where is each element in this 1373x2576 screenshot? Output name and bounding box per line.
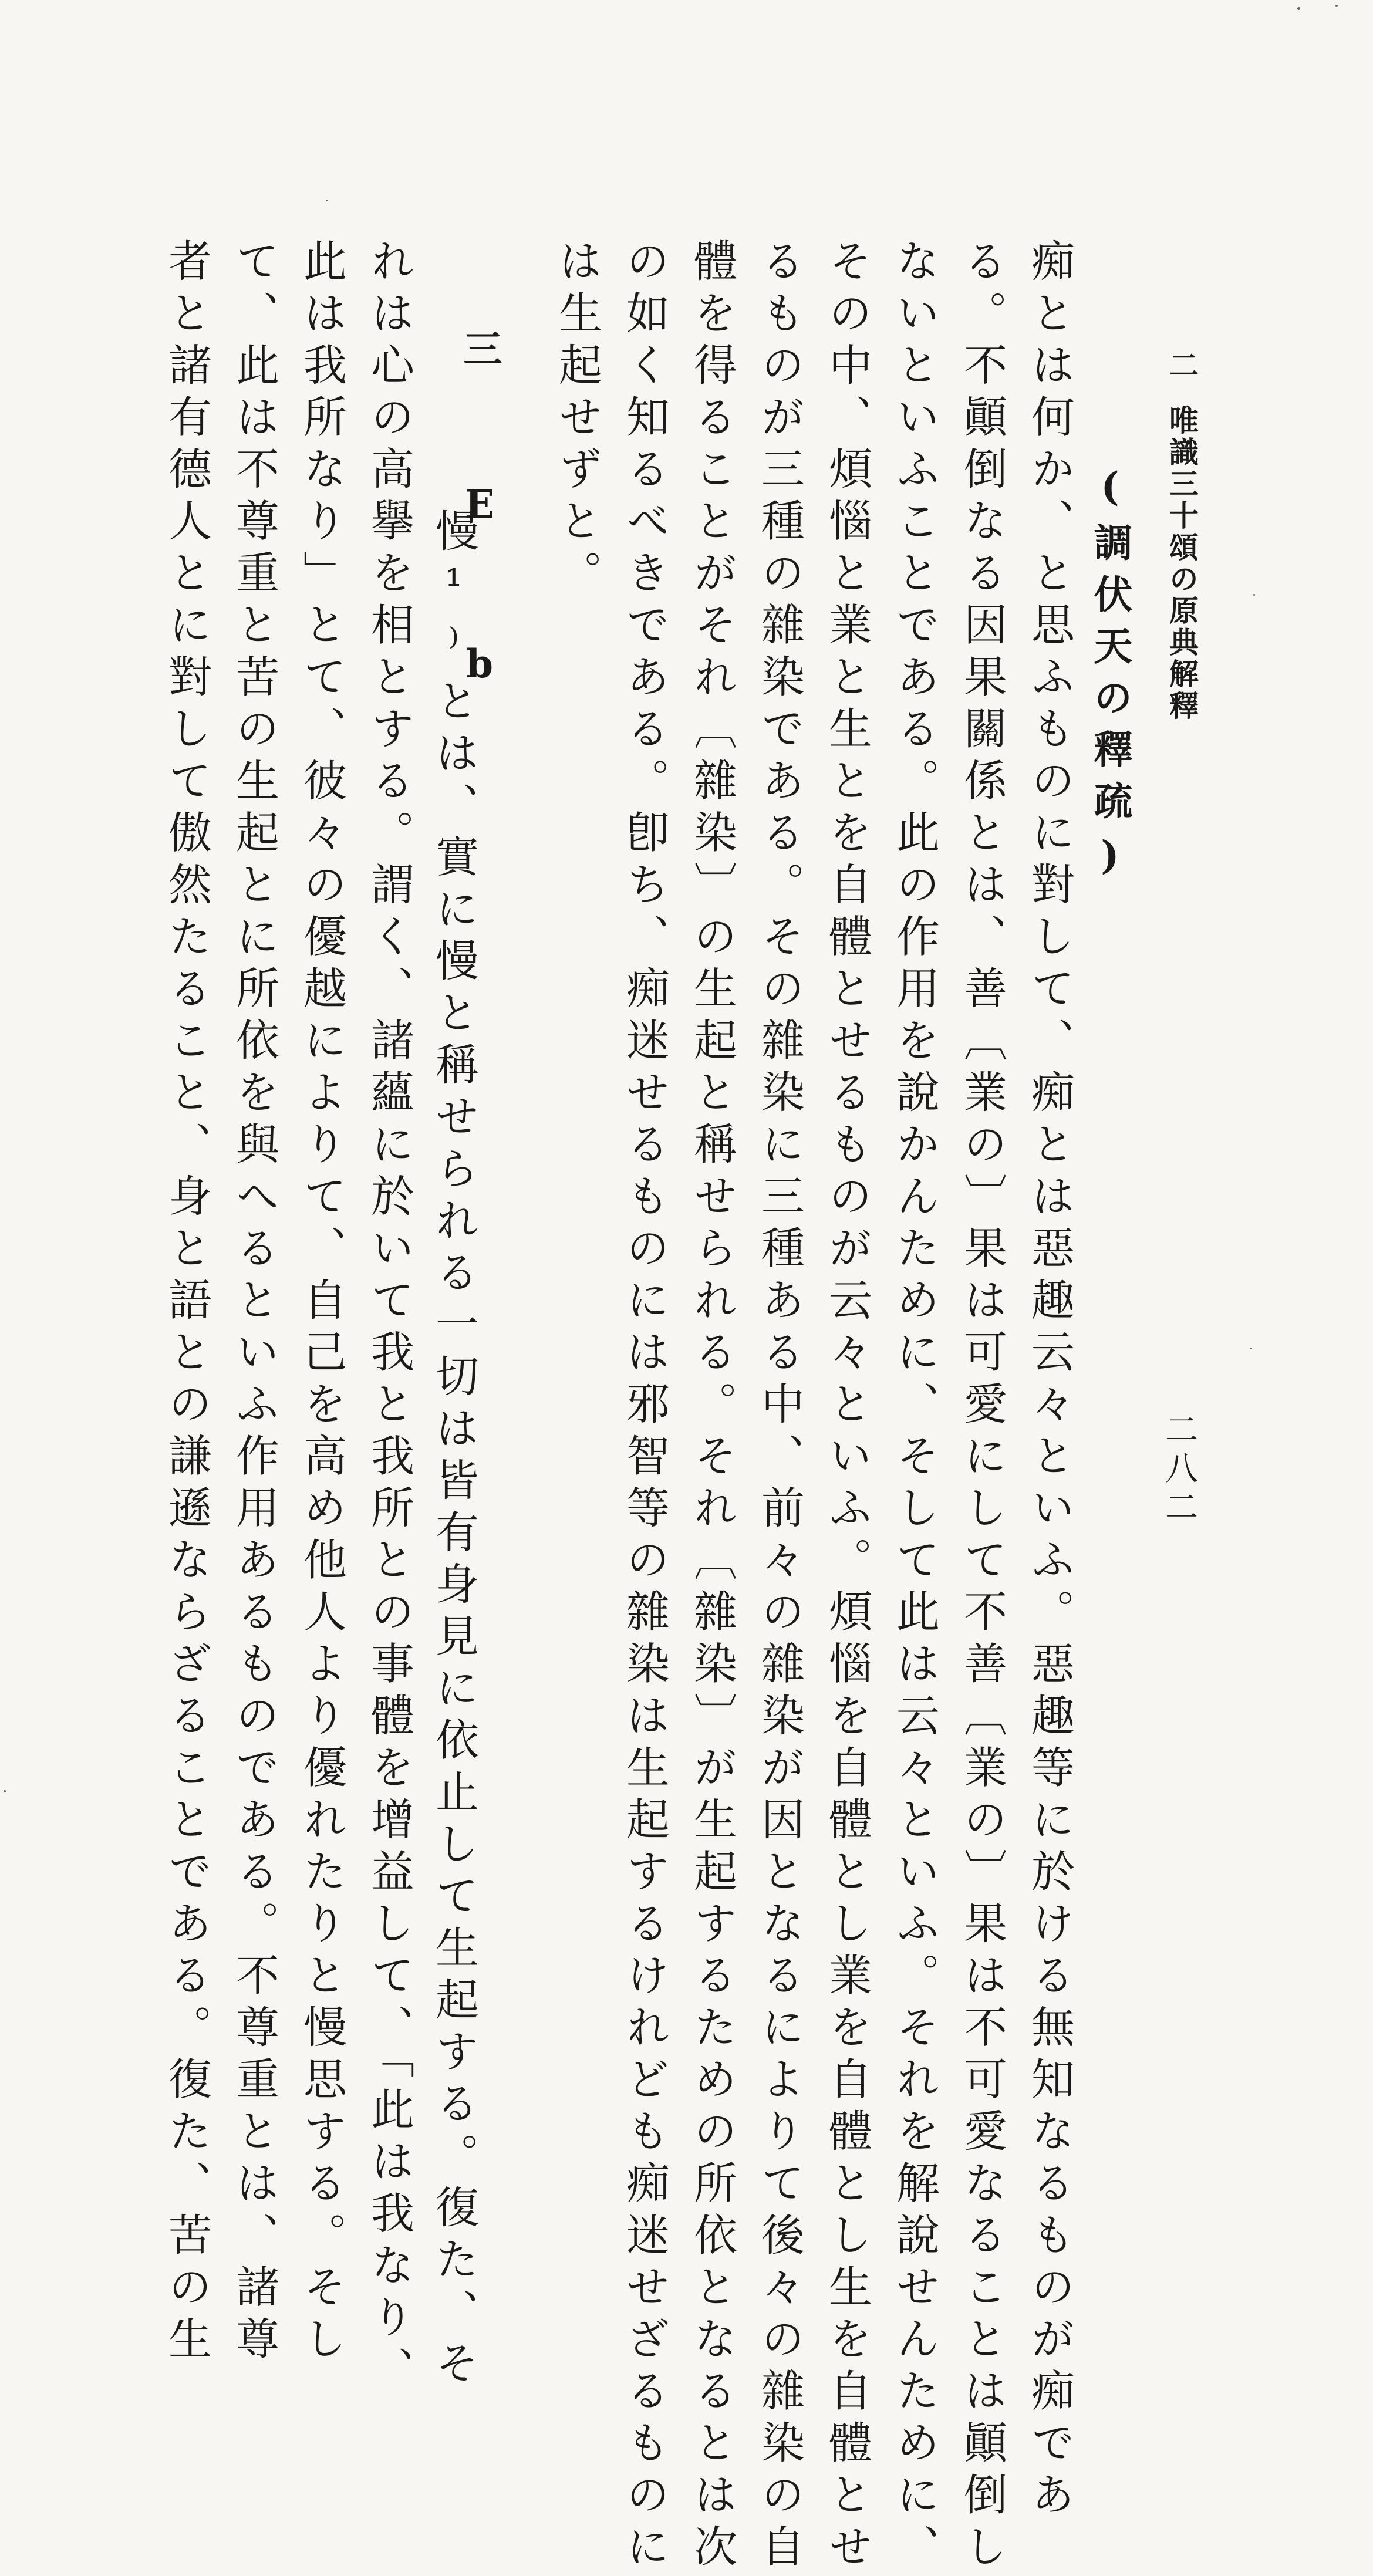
- scan-speck: [1250, 1348, 1252, 1349]
- text-column: れは心の高擧を相とする。謂く、諸蘊に於いて我と我所との事體を增益して、「此は我なり、: [364, 238, 414, 2398]
- text-column: は生起せずと。: [552, 238, 602, 602]
- text-column: の如く知るべきである。卽ち、痴迷せるものには邪智等の雜染は生起するけれども痴迷せざるものに: [619, 238, 670, 2576]
- scan-speck: [1335, 5, 1338, 7]
- scan-speck: [4, 1790, 6, 1792]
- scan-speck: [1253, 594, 1255, 596]
- entry-label: 三 E b: [457, 329, 502, 721]
- text-column: 此は我所なり」とて、彼々の優越によりて、自己を高め他人より優れたりと慢思する。そし: [296, 238, 347, 2368]
- text-column: 慢¹⁾とは、實に慢と稱せられる一切は皆有身見に依止して生起する。復た、そ: [429, 508, 479, 2392]
- text-column: 痴とは何か、と思ふものに對して、痴とは惡趣云々といふ。惡趣等に於ける無知なるものが痴であ: [1024, 238, 1075, 2524]
- text-column: るものが三種の雜染である。その雜染に三種ある中、前々の雜染が因となるによりて後々の雜染の自: [754, 238, 805, 2576]
- text-column: 體を得ることがそれ〔雜染〕の生起と稱せられる。それ〔雜染〕が生起するための所依となるとは次: [687, 238, 737, 2576]
- text-column: 者と諸有德人とに對して傲然たること、身と語との謙遜ならざることである。復た、苦の生: [161, 238, 212, 2368]
- text-column: る。不顚倒なる因果關係とは、善〔業の〕果は可愛にして不善〔業の〕果は不可愛なることは顚倒し: [957, 238, 1007, 2576]
- section-marker: 二: [1165, 350, 1199, 381]
- text-column: ないといふことである。此の作用を說かんために、そして此は云々といふ。それを解說せんために、: [889, 238, 940, 2576]
- scan-speck: [326, 200, 328, 201]
- section-heading: (調伏天の釋疏): [1087, 464, 1133, 891]
- running-title: 唯識三十頌の原典解釋: [1165, 405, 1199, 722]
- scan-speck: [1297, 7, 1300, 10]
- running-header: [1149, 350, 1199, 722]
- text-column: て、此は不尊重と苦の生起とに所依を與へるといふ作用あるものである。不尊重とは、諸尊: [229, 238, 279, 2368]
- text-column: その中、煩惱と業と生とを自體とせるものが云々といふ。煩惱を自體とし業を自體とし生を自體とせ: [822, 238, 872, 2576]
- page-number: 二八二: [1160, 1412, 1198, 1528]
